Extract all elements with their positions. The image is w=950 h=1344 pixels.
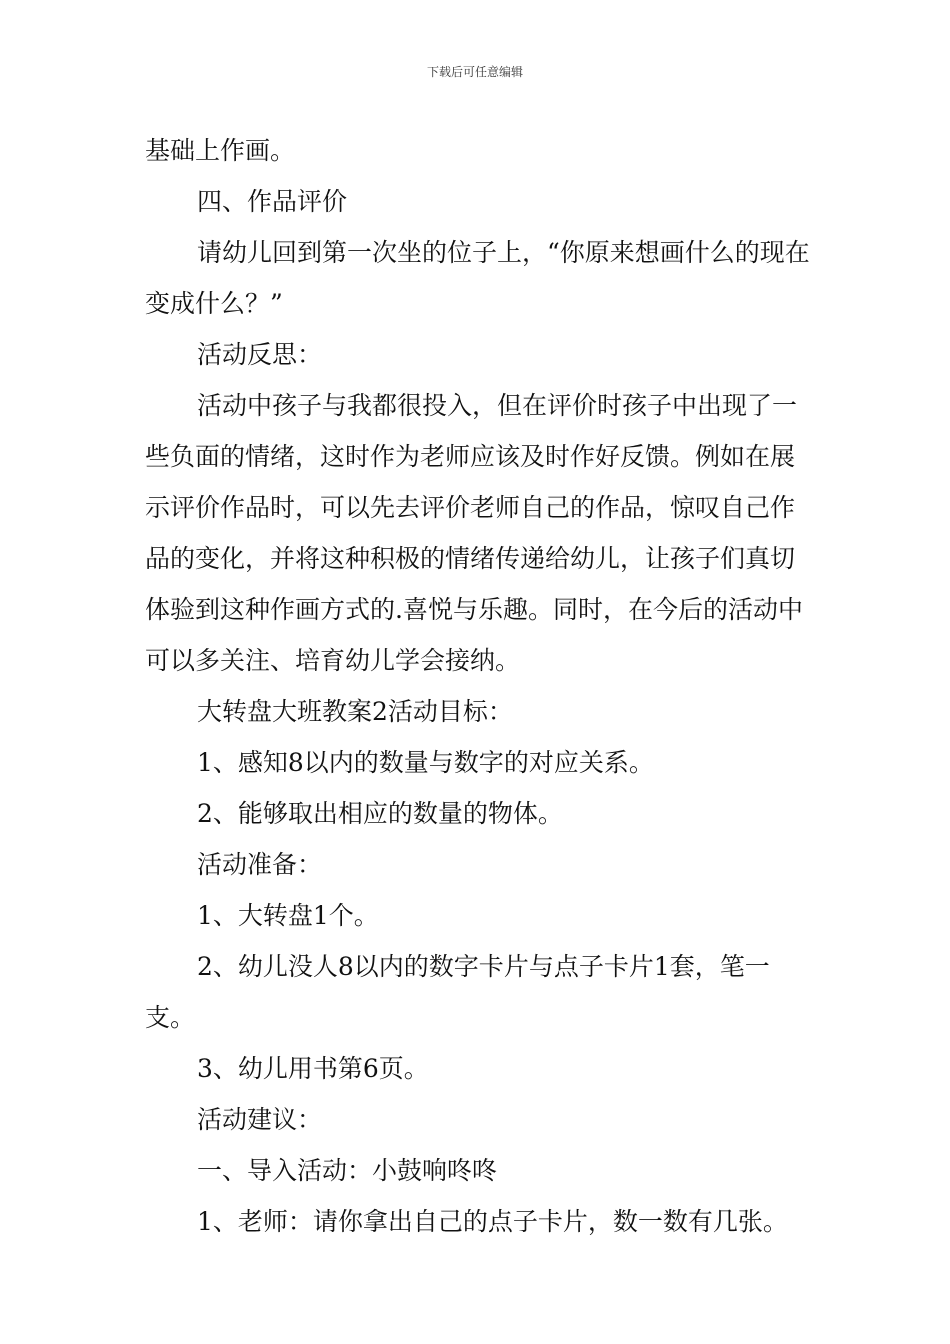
section-heading: 四、作品评价 xyxy=(197,187,348,216)
paragraph: 活动中孩子与我都很投入，但在评价时孩子中出现了一些负面的情绪，这时作为老师应该及时作好反馈。例如在展示评价作品时，可以先去评价老师自己的作品，惊叹自己作品的变化，并将这种积极的情绪传递给幼儿，让孩子们真切体验到这种作画方式的.喜悦与乐趣。同时，在今后的活动中可以多关注、培育幼儿学会接纳。 xyxy=(145,391,803,675)
paragraph: 请幼儿回到第一次坐的位子上，“你原来想画什么的现在变成什么？” xyxy=(145,238,810,318)
list-item: 3、幼儿用书第6页。 xyxy=(197,1054,429,1083)
section-heading: 大转盘大班教案2活动目标： xyxy=(197,697,513,726)
list-item: 2、能够取出相应的数量的物体。 xyxy=(197,799,563,828)
list-item: 1、老师：请你拿出自己的点子卡片，数一数有几张。 xyxy=(197,1207,788,1236)
section-heading: 活动建议： xyxy=(197,1105,323,1134)
paragraph: 基础上作画。 xyxy=(145,136,296,165)
list-item: 1、大转盘1个。 xyxy=(197,901,379,930)
section-heading: 活动反思： xyxy=(197,340,323,369)
list-item: 1、感知8以内的数量与数字的对应关系。 xyxy=(197,748,654,777)
list-item: 2、幼儿没人8以内的数字卡片与点子卡片1套，笔一支。 xyxy=(145,952,770,1032)
section-heading: 活动准备： xyxy=(197,850,323,879)
page-header-note: 下载后可任意编辑 xyxy=(426,65,523,79)
section-heading: 一、导入活动：小鼓响咚咚 xyxy=(197,1156,498,1185)
document-body xyxy=(145,125,815,1247)
